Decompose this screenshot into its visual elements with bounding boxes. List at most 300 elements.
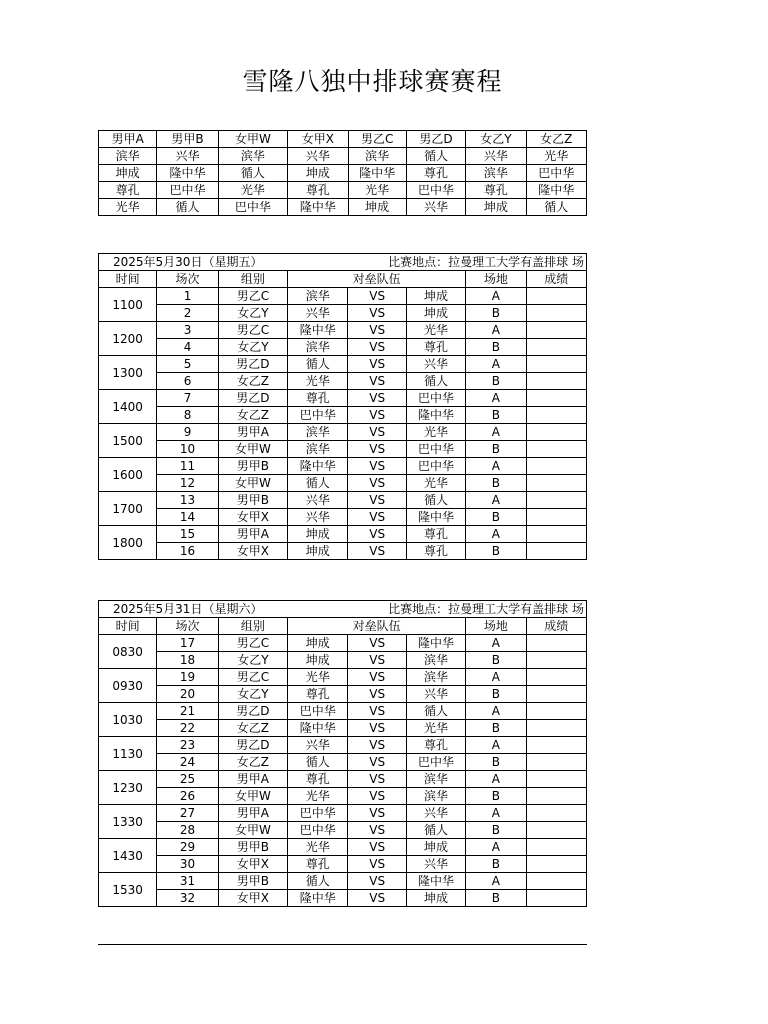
away-team-cell: 隆中华 [406, 635, 465, 652]
match-no-cell: 12 [157, 475, 218, 492]
court-cell: A [466, 805, 526, 822]
away-team-cell: 尊孔 [406, 737, 465, 754]
group-team-cell: 滨华 [218, 148, 287, 165]
vs-cell: VS [348, 322, 406, 339]
header-teams: 对垒队伍 [288, 618, 466, 635]
table-row [99, 424, 587, 441]
away-team-cell: 兴华 [406, 856, 465, 873]
away-team-cell: 光华 [406, 720, 465, 737]
court-cell: A [466, 703, 526, 720]
group-cell: 男乙D [218, 703, 287, 720]
group-cell: 男甲A [218, 771, 287, 788]
time-cell: 0930 [99, 669, 157, 703]
away-team-cell: 尊孔 [406, 339, 465, 356]
vs-cell: VS [348, 407, 406, 424]
court-cell: A [466, 356, 526, 373]
home-team-cell: 兴华 [288, 305, 348, 322]
group-team-cell: 滨华 [99, 148, 157, 165]
away-team-cell: 循人 [406, 492, 465, 509]
group-team-cell: 隆中华 [348, 165, 406, 182]
group-cell: 女甲X [218, 509, 287, 526]
table-row [99, 373, 587, 390]
group-team-cell: 隆中华 [288, 199, 348, 216]
home-team-cell: 尊孔 [288, 771, 348, 788]
schedule-info-cell [99, 254, 587, 271]
vs-cell: VS [348, 492, 406, 509]
away-team-cell: 滨华 [406, 788, 465, 805]
table-row [99, 356, 587, 373]
court-cell: B [466, 788, 526, 805]
vs-cell: VS [348, 339, 406, 356]
header-time: 时间 [99, 618, 157, 635]
time-cell: 1600 [99, 458, 157, 492]
table-row [99, 441, 587, 458]
match-no-cell: 11 [157, 458, 218, 475]
match-no-cell: 14 [157, 509, 218, 526]
table-row [99, 652, 587, 669]
schedule-table-day-1 [98, 253, 587, 560]
vs-cell: VS [348, 390, 406, 407]
group-cell: 男甲B [218, 873, 287, 890]
home-team-cell: 坤成 [288, 526, 348, 543]
court-cell: A [466, 492, 526, 509]
court-cell: A [466, 458, 526, 475]
table-row [99, 509, 587, 526]
header-time: 时间 [99, 271, 157, 288]
court-cell: A [466, 322, 526, 339]
match-no-cell: 30 [157, 856, 218, 873]
vs-cell: VS [348, 754, 406, 771]
home-team-cell: 巴中华 [288, 822, 348, 839]
vs-cell: VS [348, 703, 406, 720]
group-cell: 男乙D [218, 390, 287, 407]
group-cell: 男乙C [218, 635, 287, 652]
table-row [99, 822, 587, 839]
away-team-cell: 循人 [406, 373, 465, 390]
group-cell: 女乙Z [218, 373, 287, 390]
home-team-cell: 巴中华 [288, 805, 348, 822]
match-no-cell: 13 [157, 492, 218, 509]
group-cell: 男甲B [218, 458, 287, 475]
group-cell: 男乙D [218, 356, 287, 373]
home-team-cell: 坤成 [288, 635, 348, 652]
time-cell: 1400 [99, 390, 157, 424]
result-cell [526, 322, 586, 339]
group-cell: 女乙Z [218, 720, 287, 737]
away-team-cell: 滨华 [406, 771, 465, 788]
table-row [99, 856, 587, 873]
group-team-cell: 兴华 [466, 148, 526, 165]
home-team-cell: 隆中华 [288, 890, 348, 907]
header-result: 成绩 [526, 271, 586, 288]
result-cell [526, 475, 586, 492]
home-team-cell: 循人 [288, 356, 348, 373]
away-team-cell: 坤成 [406, 839, 465, 856]
group-header-cell: 男乙D [406, 131, 465, 148]
table-row [99, 322, 587, 339]
away-team-cell: 巴中华 [406, 754, 465, 771]
time-cell: 1430 [99, 839, 157, 873]
match-no-cell: 2 [157, 305, 218, 322]
vs-cell: VS [348, 441, 406, 458]
groups-row [99, 182, 587, 199]
result-cell [526, 424, 586, 441]
group-team-cell: 尊孔 [288, 182, 348, 199]
home-team-cell: 兴华 [288, 492, 348, 509]
home-team-cell: 光华 [288, 373, 348, 390]
court-cell: A [466, 771, 526, 788]
home-team-cell: 滨华 [288, 441, 348, 458]
group-team-cell: 巴中华 [526, 165, 586, 182]
vs-cell: VS [348, 890, 406, 907]
away-team-cell: 滨华 [406, 669, 465, 686]
vs-cell: VS [348, 686, 406, 703]
away-team-cell: 尊孔 [406, 526, 465, 543]
result-cell [526, 635, 586, 652]
result-cell [526, 788, 586, 805]
home-team-cell: 兴华 [288, 737, 348, 754]
group-cell: 女甲X [218, 856, 287, 873]
group-team-cell: 巴中华 [406, 182, 465, 199]
match-no-cell: 17 [157, 635, 218, 652]
vs-cell: VS [348, 856, 406, 873]
match-no-cell: 9 [157, 424, 218, 441]
result-cell [526, 305, 586, 322]
court-cell: B [466, 652, 526, 669]
groups-row [99, 148, 587, 165]
result-cell [526, 288, 586, 305]
match-no-cell: 23 [157, 737, 218, 754]
match-no-cell: 15 [157, 526, 218, 543]
match-no-cell: 4 [157, 339, 218, 356]
result-cell [526, 356, 586, 373]
away-team-cell: 兴华 [406, 805, 465, 822]
group-cell: 女乙Z [218, 407, 287, 424]
match-venue: 比赛地点：拉曼理工大学有盖排球 场 [388, 255, 584, 269]
away-team-cell: 循人 [406, 822, 465, 839]
table-row [99, 805, 587, 822]
time-cell: 1230 [99, 771, 157, 805]
vs-cell: VS [348, 356, 406, 373]
away-team-cell: 兴华 [406, 686, 465, 703]
group-team-cell: 坤成 [348, 199, 406, 216]
match-venue: 比赛地点：拉曼理工大学有盖排球 场 [388, 602, 584, 616]
group-team-cell: 巴中华 [157, 182, 218, 199]
group-team-cell: 尊孔 [99, 182, 157, 199]
vs-cell: VS [348, 509, 406, 526]
result-cell [526, 390, 586, 407]
table-row [99, 475, 587, 492]
group-header-cell: 女乙Y [466, 131, 526, 148]
home-team-cell: 光华 [288, 788, 348, 805]
time-cell: 1500 [99, 424, 157, 458]
result-cell [526, 492, 586, 509]
table-row [99, 635, 587, 652]
match-no-cell: 10 [157, 441, 218, 458]
groups-header-row [99, 131, 587, 148]
court-cell: B [466, 856, 526, 873]
result-cell [526, 890, 586, 907]
group-cell: 女乙Y [218, 686, 287, 703]
table-row [99, 526, 587, 543]
group-header-cell: 男甲B [157, 131, 218, 148]
group-team-cell: 兴华 [157, 148, 218, 165]
result-cell [526, 543, 586, 560]
home-team-cell: 隆中华 [288, 322, 348, 339]
group-header-cell: 女甲X [288, 131, 348, 148]
vs-cell: VS [348, 805, 406, 822]
groups-table [98, 130, 587, 216]
result-cell [526, 703, 586, 720]
match-no-cell: 28 [157, 822, 218, 839]
header-match-no: 场次 [157, 271, 218, 288]
result-cell [526, 873, 586, 890]
match-no-cell: 7 [157, 390, 218, 407]
vs-cell: VS [348, 526, 406, 543]
result-cell [526, 652, 586, 669]
bottom-divider [98, 944, 587, 945]
group-cell: 女甲W [218, 788, 287, 805]
away-team-cell: 滨华 [406, 652, 465, 669]
table-row [99, 390, 587, 407]
time-cell: 1530 [99, 873, 157, 907]
group-team-cell: 隆中华 [526, 182, 586, 199]
group-cell: 女乙Y [218, 305, 287, 322]
result-cell [526, 822, 586, 839]
result-cell [526, 839, 586, 856]
match-no-cell: 3 [157, 322, 218, 339]
group-team-cell: 隆中华 [157, 165, 218, 182]
header-court: 场地 [466, 271, 526, 288]
page-title: 雪隆八独中排球赛赛程 [242, 67, 503, 96]
group-header-cell: 男乙C [348, 131, 406, 148]
match-no-cell: 29 [157, 839, 218, 856]
away-team-cell: 尊孔 [406, 543, 465, 560]
home-team-cell: 尊孔 [288, 686, 348, 703]
vs-cell: VS [348, 669, 406, 686]
group-cell: 男甲B [218, 492, 287, 509]
match-no-cell: 27 [157, 805, 218, 822]
vs-cell: VS [348, 873, 406, 890]
result-cell [526, 771, 586, 788]
home-team-cell: 滨华 [288, 424, 348, 441]
group-team-cell: 尊孔 [406, 165, 465, 182]
match-no-cell: 5 [157, 356, 218, 373]
vs-cell: VS [348, 543, 406, 560]
group-team-cell: 光华 [99, 199, 157, 216]
home-team-cell: 循人 [288, 754, 348, 771]
time-cell: 1100 [99, 288, 157, 322]
match-date: 2025年5月30日（星期五） [113, 255, 263, 269]
court-cell: B [466, 720, 526, 737]
table-row [99, 458, 587, 475]
group-cell: 女甲W [218, 475, 287, 492]
match-no-cell: 24 [157, 754, 218, 771]
group-cell: 男乙C [218, 322, 287, 339]
court-cell: A [466, 288, 526, 305]
group-cell: 女甲W [218, 441, 287, 458]
match-no-cell: 20 [157, 686, 218, 703]
home-team-cell: 坤成 [288, 543, 348, 560]
schedule-info-cell [99, 601, 587, 618]
home-team-cell: 循人 [288, 873, 348, 890]
court-cell: B [466, 441, 526, 458]
vs-cell: VS [348, 822, 406, 839]
group-team-cell: 循人 [157, 199, 218, 216]
court-cell: A [466, 873, 526, 890]
match-no-cell: 6 [157, 373, 218, 390]
vs-cell: VS [348, 720, 406, 737]
time-cell: 1200 [99, 322, 157, 356]
group-team-cell: 滨华 [348, 148, 406, 165]
away-team-cell: 光华 [406, 424, 465, 441]
result-cell [526, 373, 586, 390]
group-team-cell: 循人 [526, 199, 586, 216]
home-team-cell: 尊孔 [288, 390, 348, 407]
table-row [99, 686, 587, 703]
match-no-cell: 19 [157, 669, 218, 686]
time-cell: 1700 [99, 492, 157, 526]
away-team-cell: 隆中华 [406, 509, 465, 526]
match-no-cell: 16 [157, 543, 218, 560]
vs-cell: VS [348, 424, 406, 441]
court-cell: B [466, 509, 526, 526]
court-cell: A [466, 737, 526, 754]
schedule-info-row [99, 254, 587, 271]
result-cell [526, 458, 586, 475]
result-cell [526, 805, 586, 822]
result-cell [526, 686, 586, 703]
groups-row [99, 199, 587, 216]
table-row [99, 492, 587, 509]
group-cell: 女甲W [218, 822, 287, 839]
court-cell: A [466, 669, 526, 686]
away-team-cell: 巴中华 [406, 441, 465, 458]
groups-row [99, 165, 587, 182]
header-match-no: 场次 [157, 618, 218, 635]
court-cell: B [466, 822, 526, 839]
header-court: 场地 [466, 618, 526, 635]
table-row [99, 339, 587, 356]
court-cell: B [466, 373, 526, 390]
vs-cell: VS [348, 839, 406, 856]
group-team-cell: 坤成 [99, 165, 157, 182]
time-cell: 0830 [99, 635, 157, 669]
away-team-cell: 循人 [406, 703, 465, 720]
home-team-cell: 隆中华 [288, 720, 348, 737]
header-teams: 对垒队伍 [288, 271, 466, 288]
time-cell: 1030 [99, 703, 157, 737]
schedule-header-row [99, 271, 587, 288]
group-team-cell: 循人 [406, 148, 465, 165]
home-team-cell: 巴中华 [288, 407, 348, 424]
away-team-cell: 坤成 [406, 288, 465, 305]
match-date: 2025年5月31日（星期六） [113, 602, 263, 616]
group-team-cell: 循人 [218, 165, 287, 182]
court-cell: B [466, 305, 526, 322]
group-cell: 男乙C [218, 669, 287, 686]
court-cell: A [466, 839, 526, 856]
group-team-cell: 坤成 [466, 199, 526, 216]
group-cell: 女乙Z [218, 754, 287, 771]
vs-cell: VS [348, 788, 406, 805]
group-cell: 男甲B [218, 839, 287, 856]
away-team-cell: 光华 [406, 322, 465, 339]
table-row [99, 703, 587, 720]
table-row [99, 288, 587, 305]
court-cell: B [466, 339, 526, 356]
home-team-cell: 兴华 [288, 509, 348, 526]
schedule-table-day-2 [98, 600, 587, 907]
court-cell: B [466, 890, 526, 907]
table-row [99, 720, 587, 737]
vs-cell: VS [348, 373, 406, 390]
court-cell: B [466, 407, 526, 424]
table-row [99, 873, 587, 890]
table-row [99, 407, 587, 424]
away-team-cell: 隆中华 [406, 873, 465, 890]
table-row [99, 890, 587, 907]
group-cell: 女甲X [218, 890, 287, 907]
vs-cell: VS [348, 288, 406, 305]
group-team-cell: 光华 [218, 182, 287, 199]
table-row [99, 788, 587, 805]
table-row [99, 543, 587, 560]
header-group: 组别 [218, 618, 287, 635]
time-cell: 1330 [99, 805, 157, 839]
vs-cell: VS [348, 475, 406, 492]
match-no-cell: 1 [157, 288, 218, 305]
home-team-cell: 光华 [288, 839, 348, 856]
group-cell: 女甲X [218, 543, 287, 560]
vs-cell: VS [348, 771, 406, 788]
group-cell: 女乙Y [218, 652, 287, 669]
group-header-cell: 男甲A [99, 131, 157, 148]
table-row [99, 305, 587, 322]
group-header-cell: 女甲W [218, 131, 287, 148]
result-cell [526, 441, 586, 458]
header-result: 成绩 [526, 618, 586, 635]
away-team-cell: 光华 [406, 475, 465, 492]
vs-cell: VS [348, 737, 406, 754]
away-team-cell: 隆中华 [406, 407, 465, 424]
group-cell: 男乙C [218, 288, 287, 305]
group-team-cell: 光华 [526, 148, 586, 165]
court-cell: A [466, 424, 526, 441]
vs-cell: VS [348, 305, 406, 322]
court-cell: B [466, 686, 526, 703]
table-row [99, 669, 587, 686]
group-team-cell: 坤成 [288, 165, 348, 182]
court-cell: B [466, 754, 526, 771]
group-cell: 男乙D [218, 737, 287, 754]
header-group: 组别 [218, 271, 287, 288]
time-cell: 1130 [99, 737, 157, 771]
vs-cell: VS [348, 458, 406, 475]
home-team-cell: 巴中华 [288, 703, 348, 720]
group-cell: 男甲A [218, 424, 287, 441]
away-team-cell: 兴华 [406, 356, 465, 373]
vs-cell: VS [348, 635, 406, 652]
result-cell [526, 509, 586, 526]
court-cell: B [466, 475, 526, 492]
home-team-cell: 光华 [288, 669, 348, 686]
home-team-cell: 循人 [288, 475, 348, 492]
away-team-cell: 巴中华 [406, 390, 465, 407]
away-team-cell: 坤成 [406, 305, 465, 322]
schedule-info-row [99, 601, 587, 618]
home-team-cell: 滨华 [288, 339, 348, 356]
